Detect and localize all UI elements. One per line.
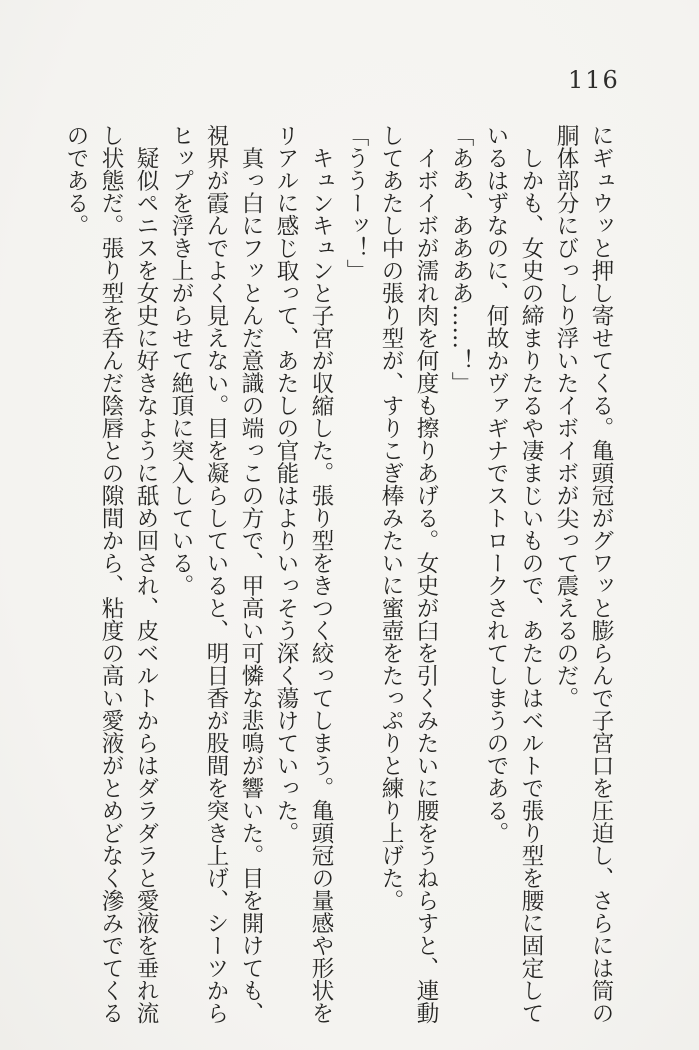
page-number: 116 (568, 66, 620, 94)
body-text (57, 124, 618, 1024)
paragraph-5-dialogue: 「ううーッ！」 (343, 124, 369, 282)
paragraph-3-dialogue: 「ああ、ああああ……！」 (448, 124, 474, 394)
paragraph-2: しかも、女史の締まりたるや凄まじいもので、あたしはベルトで張り型を腰に固定しているはずなのに、何故かヴァギナでストロークされてしまうのである。 (483, 124, 544, 1024)
paragraph-1: にギュウッと押し寄せてくる。亀頭冠がグワッと膨らんで子宮口を圧迫し、さらには筒の胴体部分にびっしり浮いたイボイボが尖って震えるのだ。 (553, 124, 614, 1024)
paragraph-4: イボイボが濡れ肉を何度も擦りあげる。女史が臼を引くみたいに腰をうねらすと、連動してあたし中の張り型が、すりこぎ棒みたいに蜜壺をたっぷりと練り上げた。 (378, 124, 439, 1024)
paragraph-6: キュンキュンと子宮が収縮した。張り型をきつく絞ってしまう。亀頭冠の量感や形状をリアルに感じ取って、あたしの官能はよりいっそう深く蕩けていった。 (273, 124, 334, 1024)
paragraph-7: 真っ白にフッとんだ意識の端っこの方で、甲高い可憐な悲鳴が響いた。目を開けても、視界が霞んでよく見えない。目を凝らしていると、明日香が股間を突き上げ、シーツからヒップを浮き上がらせて絶頂に突入している。 (168, 124, 264, 1024)
paragraph-8: 疑似ペニスを女史に好きなように舐め回され、皮ベルトからはダラダラと愛液を垂れ流し状態だ。張り型を呑んだ陰唇との隙間から、粘度の高い愛液がとめどなく滲みでてくるのである。 (63, 124, 159, 1024)
